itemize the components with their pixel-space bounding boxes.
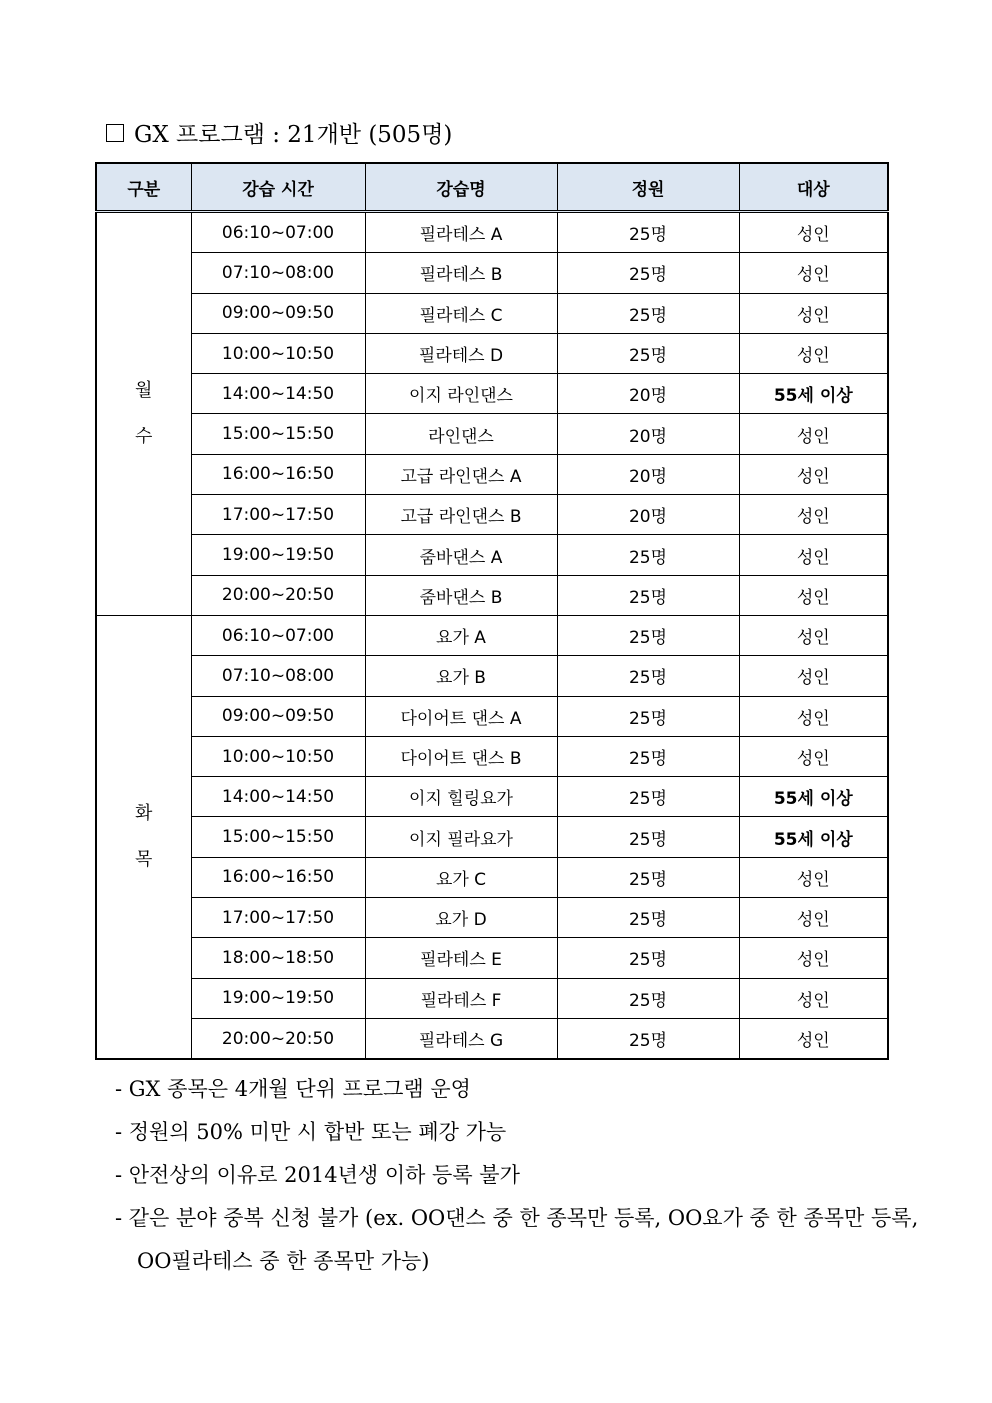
- capacity-cell: 25명: [557, 736, 739, 776]
- class-name-cell: 요가 A: [365, 615, 557, 655]
- time-cell: 17:00~17:50: [191, 495, 365, 535]
- capacity-cell: 25명: [557, 535, 739, 575]
- table-row: [96, 535, 888, 575]
- table-row: [96, 656, 888, 696]
- time-cell: 07:10~08:00: [191, 253, 365, 293]
- table-row: [96, 414, 888, 454]
- day-label: 목: [135, 849, 153, 871]
- time-cell: 09:00~09:50: [191, 696, 365, 736]
- capacity-cell: 25명: [557, 938, 739, 978]
- class-name-cell: 필라테스 B: [365, 253, 557, 293]
- table-body: [96, 212, 888, 1060]
- class-name-cell: 다이어트 댄스 B: [365, 736, 557, 776]
- header-target: 대상: [739, 163, 888, 212]
- day-group-label: [96, 615, 191, 1059]
- time-cell: 10:00~10:50: [191, 736, 365, 776]
- class-name-cell: 고급 라인댄스 A: [365, 454, 557, 494]
- capacity-cell: 20명: [557, 454, 739, 494]
- table-row: [96, 293, 888, 333]
- class-name-cell: 다이어트 댄스 A: [365, 696, 557, 736]
- day-label: 수: [135, 425, 153, 447]
- capacity-cell: 20명: [557, 495, 739, 535]
- time-cell: 20:00~20:50: [191, 575, 365, 615]
- target-cell: 55세 이상: [739, 374, 888, 414]
- target-cell: 성인: [739, 253, 888, 293]
- target-cell: 성인: [739, 615, 888, 655]
- class-name-cell: 필라테스 D: [365, 333, 557, 373]
- target-cell: 성인: [739, 696, 888, 736]
- table-row: [96, 898, 888, 938]
- time-cell: 06:10~07:00: [191, 212, 365, 253]
- table-row: [96, 736, 888, 776]
- target-cell: 성인: [739, 898, 888, 938]
- section-title-text: GX 프로그램 : 21개반 (505명): [134, 122, 453, 148]
- table-row: [96, 454, 888, 494]
- table-row: [96, 817, 888, 857]
- capacity-cell: 25명: [557, 898, 739, 938]
- checkbox-square-icon: [106, 124, 124, 142]
- table-row: [96, 212, 888, 253]
- class-name-cell: 요가 D: [365, 898, 557, 938]
- capacity-cell: 25명: [557, 777, 739, 817]
- target-cell: 성인: [739, 414, 888, 454]
- time-cell: 16:00~16:50: [191, 857, 365, 897]
- day-group-label: [96, 212, 191, 616]
- time-cell: 20:00~20:50: [191, 1018, 365, 1059]
- capacity-cell: 25명: [557, 656, 739, 696]
- time-cell: 09:00~09:50: [191, 293, 365, 333]
- class-name-cell: 이지 필라요가: [365, 817, 557, 857]
- target-cell: 성인: [739, 454, 888, 494]
- header-capacity: 정원: [557, 163, 739, 212]
- capacity-cell: 25명: [557, 615, 739, 655]
- target-cell: 성인: [739, 938, 888, 978]
- notes: [115, 1068, 918, 1283]
- time-cell: 15:00~15:50: [191, 414, 365, 454]
- table-row: [96, 575, 888, 615]
- time-cell: 06:10~07:00: [191, 615, 365, 655]
- capacity-cell: 25명: [557, 978, 739, 1018]
- table-row: [96, 938, 888, 978]
- time-cell: 16:00~16:50: [191, 454, 365, 494]
- target-cell: 성인: [739, 212, 888, 253]
- target-cell: 55세 이상: [739, 777, 888, 817]
- target-cell: 성인: [739, 333, 888, 373]
- time-cell: 14:00~14:50: [191, 777, 365, 817]
- note-item: - 안전상의 이유로 2014년생 이하 등록 불가: [115, 1163, 520, 1187]
- table-row: [96, 1018, 888, 1059]
- table-row: [96, 495, 888, 535]
- capacity-cell: 25명: [557, 212, 739, 253]
- time-cell: 15:00~15:50: [191, 817, 365, 857]
- capacity-cell: 25명: [557, 857, 739, 897]
- table-row: [96, 777, 888, 817]
- capacity-cell: 25명: [557, 575, 739, 615]
- target-cell: 성인: [739, 495, 888, 535]
- table-row: [96, 253, 888, 293]
- time-cell: 18:00~18:50: [191, 938, 365, 978]
- table-header-row: [96, 163, 888, 212]
- class-name-cell: 이지 힐링요가: [365, 777, 557, 817]
- table-row: [96, 696, 888, 736]
- class-name-cell: 필라테스 E: [365, 938, 557, 978]
- note-item: - GX 종목은 4개월 단위 프로그램 운영: [115, 1077, 471, 1101]
- class-name-cell: 줌바댄스 A: [365, 535, 557, 575]
- time-cell: 19:00~19:50: [191, 978, 365, 1018]
- capacity-cell: 25명: [557, 1018, 739, 1059]
- table-row: [96, 374, 888, 414]
- table-row: [96, 333, 888, 373]
- target-cell: 성인: [739, 1018, 888, 1059]
- target-cell: 55세 이상: [739, 817, 888, 857]
- note-item: - 같은 분야 중복 신청 불가 (ex. OO댄스 중 한 종목만 등록, OO요가 중 한 종목만 등록,: [115, 1206, 919, 1230]
- class-name-cell: 이지 라인댄스: [365, 374, 557, 414]
- class-name-cell: 필라테스 F: [365, 978, 557, 1018]
- time-cell: 07:10~08:00: [191, 656, 365, 696]
- class-name-cell: 라인댄스: [365, 414, 557, 454]
- header-category: 구분: [96, 163, 191, 212]
- class-name-cell: 요가 B: [365, 656, 557, 696]
- header-time: 강습 시간: [191, 163, 365, 212]
- time-cell: 17:00~17:50: [191, 898, 365, 938]
- table-row: [96, 615, 888, 655]
- class-name-cell: 필라테스 C: [365, 293, 557, 333]
- table-row: [96, 857, 888, 897]
- time-cell: 10:00~10:50: [191, 333, 365, 373]
- header-class-name: 강습명: [365, 163, 557, 212]
- note-item-continued: OO필라테스 중 한 종목만 가능): [137, 1249, 430, 1273]
- day-label: 월: [135, 379, 153, 401]
- target-cell: 성인: [739, 575, 888, 615]
- capacity-cell: 25명: [557, 696, 739, 736]
- time-cell: 19:00~19:50: [191, 535, 365, 575]
- time-cell: 14:00~14:50: [191, 374, 365, 414]
- class-name-cell: 줌바댄스 B: [365, 575, 557, 615]
- capacity-cell: 25명: [557, 293, 739, 333]
- class-name-cell: 필라테스 A: [365, 212, 557, 253]
- class-name-cell: 고급 라인댄스 B: [365, 495, 557, 535]
- target-cell: 성인: [739, 857, 888, 897]
- day-label: 화: [135, 803, 153, 825]
- capacity-cell: 20명: [557, 374, 739, 414]
- section-title: [106, 116, 452, 149]
- capacity-cell: 25명: [557, 333, 739, 373]
- target-cell: 성인: [739, 736, 888, 776]
- target-cell: 성인: [739, 293, 888, 333]
- class-name-cell: 필라테스 G: [365, 1018, 557, 1059]
- target-cell: 성인: [739, 978, 888, 1018]
- class-name-cell: 요가 C: [365, 857, 557, 897]
- note-item: - 정원의 50% 미만 시 합반 또는 폐강 가능: [115, 1120, 507, 1144]
- target-cell: 성인: [739, 656, 888, 696]
- table-row: [96, 978, 888, 1018]
- capacity-cell: 25명: [557, 817, 739, 857]
- capacity-cell: 25명: [557, 253, 739, 293]
- capacity-cell: 20명: [557, 414, 739, 454]
- target-cell: 성인: [739, 535, 888, 575]
- gx-schedule-table: [95, 162, 889, 1060]
